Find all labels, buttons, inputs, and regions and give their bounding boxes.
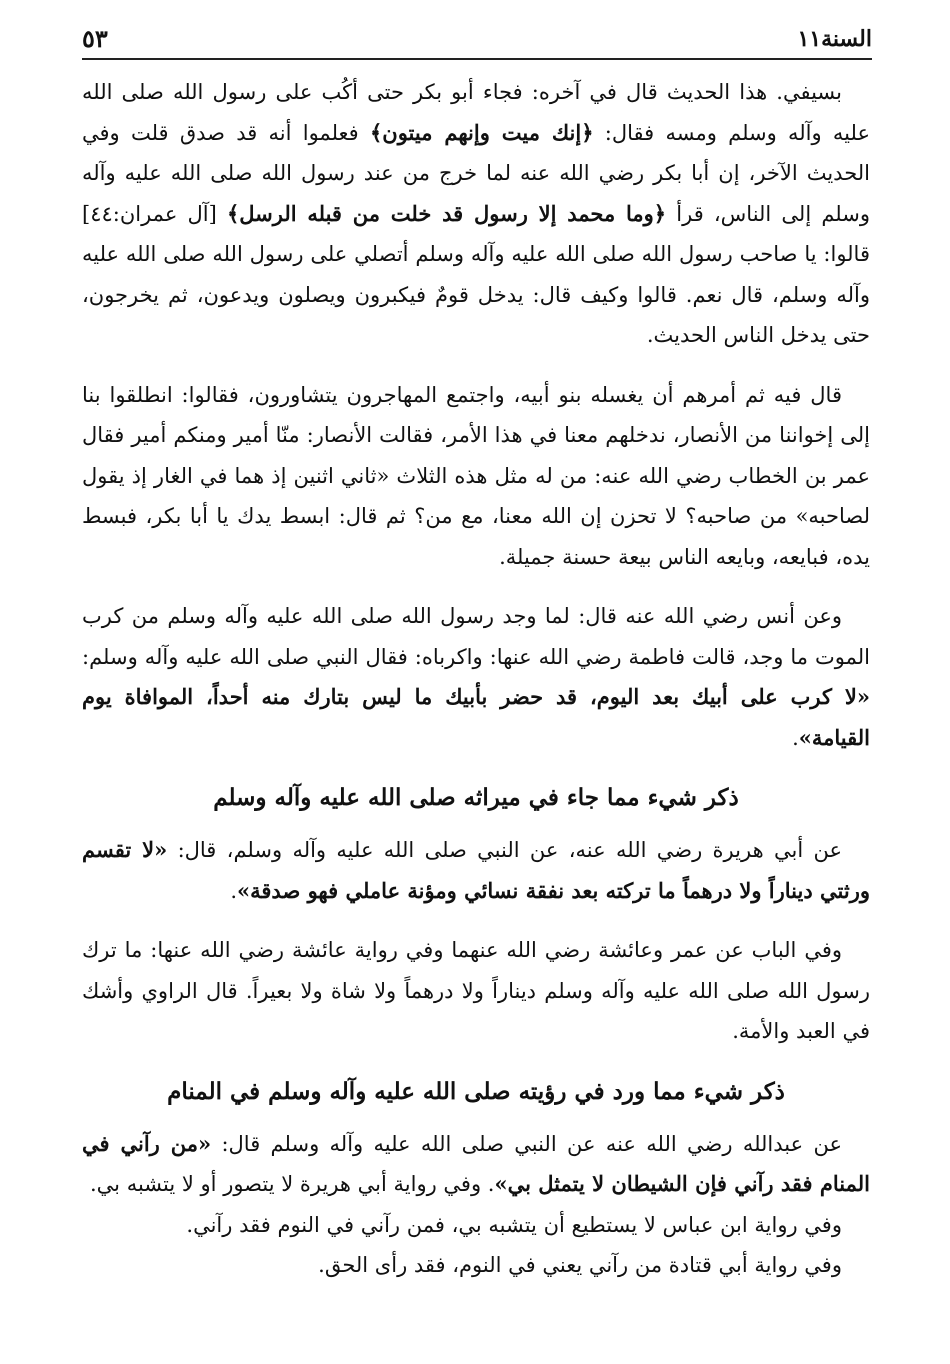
paragraph-2: قال فيه ثم أمرهم أن يغسله بنو أبيه، واجتمع المهاجرون يتشاورون، فقالوا: انطلقوا بنا إلى إخواننا من الأنصار، ندخلهم معنا في هذا الأمر، فقالت الأنصار: منّا أمير ومنكم أمير فقال عمر بن الخطاب رضي الله عنه: من له مثل هذه الثلاث «ثاني اثنين إذ هما في الغار إذ يقول لصاحبه» من صاحبه؟ لا تحزن إن الله معنا، مع من؟ ثم قال: ابسط يدك يا أبا بكر، فبسط يده، فبايعه، وبايعه الناس بيعة حسنة جميلة. — [82, 382, 870, 569]
hadith-quote-1: «لا كرب على أبيك بعد اليوم، قد حضر بأبيك ما ليس بتارك منه أحداً، الموافاة يوم القيامة» — [82, 684, 870, 750]
p3-text-c: . — [792, 725, 799, 750]
hadith-quote-2: «لا تقسم ورثتي ديناراً ولا درهماً ما تركته بعد نفقة نسائي ومؤنة عاملي فهو صدقة» — [82, 837, 870, 903]
quran-quote-1: ﴿إنك ميت وإنهم ميتون﴾ — [369, 119, 594, 145]
paragraph-6 — [82, 1124, 870, 1205]
running-title: السنة١١ — [797, 26, 872, 52]
quran-quote-2: ﴿وما محمد إلا رسول قد خلت من قبله الرسل﴾ — [226, 200, 667, 226]
p6-text-c: . وفي رواية أبي هريرة لا يتصور أو لا يتشبه بي. — [90, 1172, 495, 1196]
page-body — [82, 72, 870, 1286]
section-heading-dreams: ذكر شيء مما ورد في رؤيته صلى الله عليه وآله وسلم في المنام — [167, 1077, 785, 1105]
paragraph-1 — [82, 72, 870, 356]
page-header — [82, 18, 872, 60]
p1-text-c: فعلموا أنه قد صدق قلت وفي الحديث الآخر، إن أبا بكر رضي الله عنه لما خرج من عند رسول الله صلى الله عليه وآله وسلم إلى الناس، قرأ — [82, 120, 870, 226]
spacer — [82, 577, 870, 596]
section-heading-inheritance: ذكر شيء مما جاء في ميراثه صلى الله عليه وآله وسلم — [213, 784, 739, 811]
spacer — [82, 911, 870, 930]
p6-text-a: عن عبدالله رضي الله عنه عن النبي صلى الله عليه وآله وسلم قال: — [211, 1131, 842, 1156]
page-number: ٥٣ — [82, 24, 108, 53]
spacer — [82, 356, 870, 375]
p1-text-e: [آل عمران:٤٤] قالوا: يا صاحب رسول الله صلى الله عليه وآله وسلم أتصلي على رسول الله صلى الله عليه وآله وسلم، قال نعم. قالوا وكيف قال: يدخل قومٌ فيكبرون ويصلون ويدعون، ثم يخرجون، حتى يدخل الناس الحديث. — [82, 201, 871, 347]
p4-text-c: . — [230, 878, 237, 903]
hadith-quote-3: «من رآني في المنام فقد رآني فإن الشيطان لا يتمثل بي» — [82, 1130, 870, 1196]
paragraph-5: وفي الباب عن عمر وعائشة رضي الله عنهما وفي رواية عائشة رضي الله عنها: ما ترك رسول الله صلى الله عليه وآله وسلم ديناراً ولا درهماً ولا شاة ولا بعيراً. قال الراوي وأشك في العبد والأمة. — [82, 938, 870, 1043]
paragraph-8: وفي رواية أبي قتادة من رآني يعني في النوم، فقد رأى الحق. — [318, 1253, 842, 1277]
p3-text-a: وعن أنس رضي الله عنه قال: لما وجد رسول الله صلى الله عليه وآله وسلم من كرب الموت ما وجد، قالت فاطمة رضي الله عنها: واكرباه: فقال النبي صلى الله عليه وآله وسلم: — [82, 604, 870, 669]
p1-text-a: بسيفي. هذا الحديث قال في آخره: فجاء أبو بكر حتى أكُب على رسول الله صلى الله عليه وآله وسلم ومسه فقال: — [82, 80, 870, 145]
paragraph-4 — [82, 830, 870, 911]
p4-text-a: عن أبي هريرة رضي الله عنه، عن النبي صلى الله عليه وآله وسلم، قال: — [167, 838, 843, 862]
paragraph-7: وفي رواية ابن عباس لا يستطيع أن يتشبه بي، فمن رآني في النوم فقد رآني. — [186, 1212, 842, 1237]
paragraph-3 — [82, 596, 870, 758]
